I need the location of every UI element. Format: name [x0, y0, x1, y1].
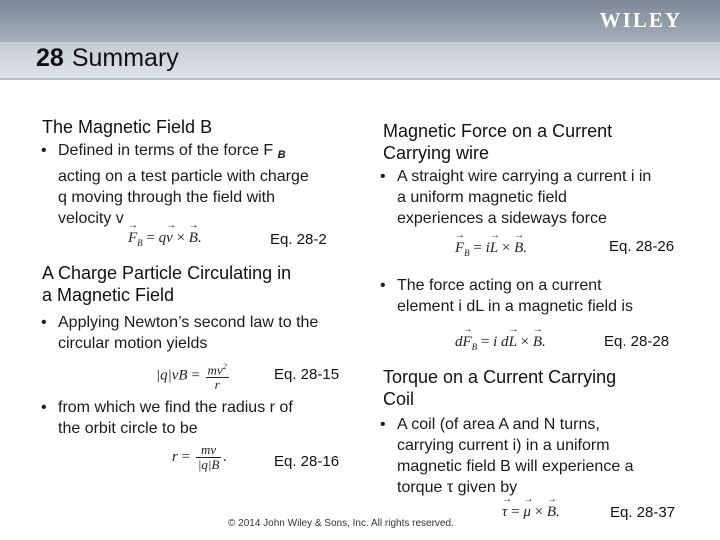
- heading-force-on-wire: Magnetic Force on a Current Carrying wire: [383, 121, 613, 163]
- slide-header: [0, 0, 720, 86]
- chapter-number: 28: [36, 44, 64, 72]
- eq-label-28-37: Eq. 28-37: [610, 504, 676, 521]
- bullet-radius: • from which we find the radius r of the orbit circle to be: [41, 399, 293, 437]
- copyright-footer: © 2014 John Wiley & Sons, Inc. All rights reserved.: [228, 518, 454, 529]
- heading-magnetic-field: The Magnetic Field B: [42, 117, 213, 137]
- title-text: Summary: [71, 44, 179, 72]
- eq-label-28-2: Eq. 28-2: [270, 231, 327, 248]
- formula-torque: → τ = → μ × → B.: [502, 504, 560, 521]
- formula-force-wire: → $F_B = i\to L$ × → B.: [455, 240, 527, 258]
- eq-label-28-26: Eq. 28-26: [609, 238, 675, 255]
- eq-label-28-15: Eq. 28-15: [274, 366, 340, 383]
- formula-force-qvB: → $F_B = q\to v$ × → B.: [128, 230, 202, 248]
- eq-label-28-16: Eq. 28-16: [274, 453, 340, 470]
- heading-circulating-charge: A Charge Particle Circulating in a Magnetic Field: [42, 263, 292, 305]
- formula-newton-circular: |q|vB = $\frac{mv^2}{r}$: [156, 362, 227, 393]
- wiley-logo: WILEY: [599, 8, 682, 32]
- bullet-newtons-law: • Applying Newton’s second law to the circular motion yields: [41, 314, 319, 352]
- header-divider: [0, 78, 720, 80]
- formula-radius: r = $\frac{mv}{|q|B}$ .: [172, 442, 228, 472]
- bullet-current-element: • The force acting on a current element i dL in a magnetic field is: [380, 277, 633, 315]
- bullet-defined-force: • Defined in terms of the force F B acting on a test particle with charge q moving through the field with velocity v: [41, 142, 309, 227]
- bullet-straight-wire: • A straight wire carrying a current i in a uniform magnetic field experiences a sideways force: [380, 168, 652, 227]
- bullet-coil: • A coil (of area A and N turns, carrying current i) in a uniform magnetic field B will experience a torque τ given by: [380, 416, 634, 496]
- slide-title: [36, 44, 179, 73]
- formula-element-force: $d\to F_B = i$ d→ L × → B.: [455, 334, 546, 352]
- heading-torque-coil: Torque on a Current Carrying Coil: [383, 367, 617, 409]
- eq-label-28-28: Eq. 28-28: [604, 333, 670, 350]
